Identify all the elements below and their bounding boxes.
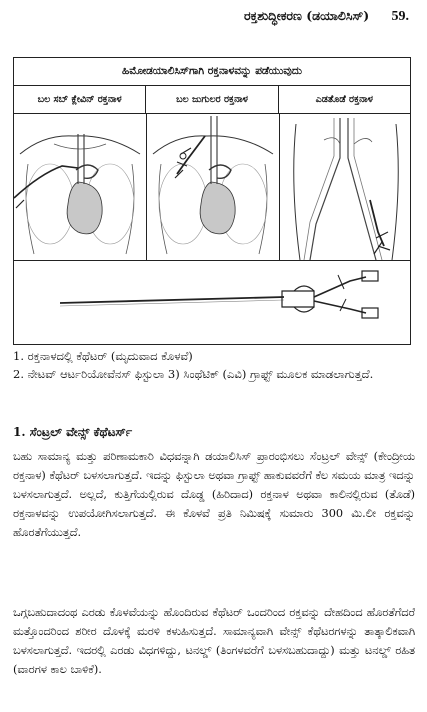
catheter-figure: [13, 57, 411, 345]
column-header-femoral: ಎಡತೊಡೆ ರಕ್ತನಾಳ: [315, 94, 373, 105]
figure-column-headers: [14, 86, 410, 114]
column-header-jugular: ಬಲ ಜುಗುಲರ ರಕ್ತನಾಳ: [146, 86, 278, 113]
column-header-subclavian: ಬಲ ಸಬ್ ಕ್ಲೇವಿನ್ ರಕ್ತನಾಳ: [14, 86, 146, 113]
femoral-illustration: [280, 114, 412, 260]
catheter-device-illustration: [14, 261, 410, 347]
page-number: 59.: [391, 9, 409, 24]
legend-item: 1. ರಕ್ತನಾಳದಲ್ಲಿ ಕೆಥೆಟರ್ (ಮೃದುವಾದ ಕೊಳವೆ): [13, 349, 193, 363]
figure-illustrations: [14, 114, 410, 261]
legend-item: 2. ನೇಟವ್ ಆರ್ಟರಿಯೋವೆನಸ್ ಫಿಸ್ಟುಲಾ 3) ಸಿಂಥೆಟಿಕ್ (ಎವಿ) ಗ್ರಾಫ್ಟ್ ಮೂಲಕ ಮಾಡಲಾಗುತ್ತದೆ.: [13, 367, 374, 381]
page-header: [244, 8, 409, 25]
running-title: ರಕ್ತಶುದ್ಧೀಕರಣ (ಡಯಾಲಿಸಿಸ್): [243, 8, 370, 23]
jugular-illustration: [147, 114, 280, 260]
body-paragraph: ಬಹು ಸಾಮಾನ್ಯ ಮತ್ತು ಪರಿಣಾಮಕಾರಿ ವಿಧವನ್ನಾಗಿ ಡಯಾಲಿಸಿಸ್ ಪ್ರಾರಂಭಿಸಲು ಸೆಂಟ್ರಲ್ ವೇನ್ಸ್ (ಕೇಂದ್ರೀಯ ರಕ್ತನಾಳ) ಕೆಥೆಟರ್ ಬಳಸಲಾಗುತ್ತದೆ. ಇದನ್ನು ಫಿಸ್ಟುಲಾ ಅಥವಾ ಗ್ರಾಫ್ಟ್ ಹಾಕುವವರೆಗೆ ಕೆಲ ಸಮಯ ಮಾತ್ರ ಇದನ್ನು ಬಳಸಲಾಗುತ್ತದೆ. ಅಲ್ಲದೆ, ಕುತ್ತಿಗೆಯಲ್ಲಿರುವ ದೊಡ್ಡ (ಹಿರಿದಾದ) ರಕ್ತನಾಳ ಅಥವಾ ಕಾಲಿನಲ್ಲಿರುವ (ತೊಡೆ) ರಕ್ತನಾಳವನ್ನು ಉಪಯೋಗಿಸಲಾಗುತ್ತದೆ. ಈ ಕೊಳವೆ ಪ್ರತಿ ನಿಮಿಷಕ್ಕೆ ಸುಮಾರು 300 ಮಿ.ಲೀ ರಕ್ತವನ್ನು ಹೊರತೆಗೆಯುತ್ತದೆ.: [13, 450, 415, 539]
body-paragraph: ಒಗ್ಗಬಹುದಾದಂಥ ಎರಡು ಕೊಳವೆಯನ್ನು ಹೊಂದಿರುವ ಕೆಥೆಟರ್ ಒಂದರಿಂದ ರಕ್ತವನ್ನು ದೇಹದಿಂದ ಹೊರತೆಗೆದರೆ ಮತ್ತೊಂದರಿಂದ ಶರೀರ ದೊಳಕ್ಕೆ ಮರಳಿ ಕಳುಹಿಸುತ್ತದೆ. ಸಾಮಾನ್ಯವಾಗಿ ವೇನ್ಸ್ ಕೆಥೆಟರಗಳನ್ನು ತಾತ್ಕಾಲಿಕವಾಗಿ ಬಳಸಲಾಗುತ್ತದೆ. ಇದರಲ್ಲಿ ಎರಡು ವಿಧಗಳಿದ್ದು, ಟನಲ್ಡ್ (ತಿಂಗಳವರೆಗೆ ಬಳಸಬಹುದಾದ್ದು) ಮತ್ತು ಟನಲ್ಡ್ ರಹಿತ (ವಾರಗಳ ಕಾಲ ಬಾಳಿಕೆ).: [13, 606, 415, 676]
figure-legend: [13, 347, 413, 383]
subclavian-illustration: [14, 114, 147, 260]
figure-title: ಹಿಮೋಡಯಾಲಿಸಿಸ್‌ಗಾಗಿ ರಕ್ತನಾಳವನ್ನು ಪಡೆಯುವುದು: [14, 58, 410, 86]
section-heading: 1. ಸೆಂಟ್ರಲ್ ವೇನ್ಸ್ ಕೆಥೆಟರ್ಸ್: [13, 425, 133, 439]
